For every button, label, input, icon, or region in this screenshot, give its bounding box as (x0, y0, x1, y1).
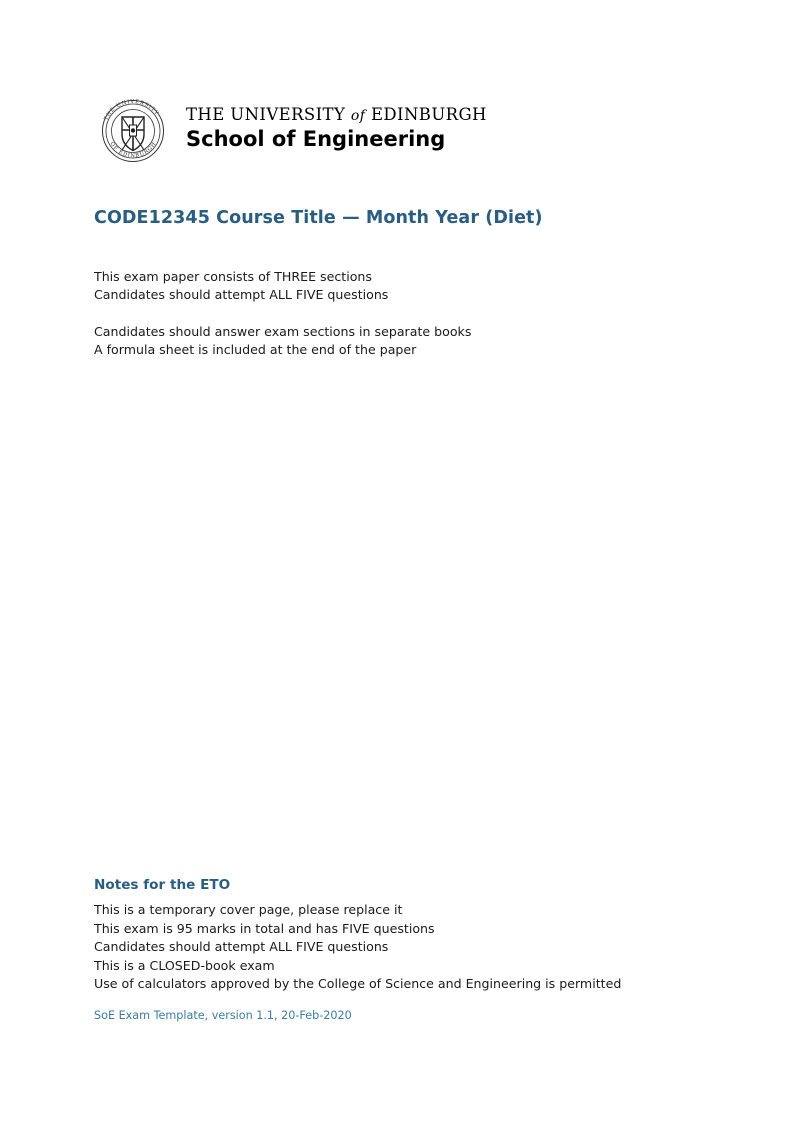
wordmark-school-line: School of Engineering (186, 127, 446, 152)
instruction-line-2: Candidates should attempt ALL FIVE questions (94, 287, 389, 302)
notes-line-2: This exam is 95 marks in total and has FIVE questions (94, 920, 435, 936)
wordmark-university-line (186, 106, 487, 124)
svg-text:THE UNIVERSITY: THE UNIVERSITY (103, 98, 160, 122)
wordmark-of: of (350, 108, 366, 124)
notes-for-eto (94, 876, 621, 1026)
wordmark-pre: THE UNIVERSITY (186, 105, 351, 124)
instruction-line-1: This exam paper consists of THREE sections (94, 269, 372, 284)
university-crest-icon (94, 92, 172, 170)
template-version-line: SoE Exam Template, version 1.1, 20-Feb-2020 (94, 1009, 352, 1023)
university-wordmark (186, 92, 487, 151)
notes-line-4: This is a CLOSED-book exam (94, 957, 275, 973)
instruction-line-3: Candidates should answer exam sections in separate books (94, 324, 472, 339)
wordmark-post: EDINBURGH (365, 105, 487, 124)
page-title: CODE12345 Course Title — Month Year (Diet) (94, 208, 543, 228)
instruction-line-4: A formula sheet is included at the end of the paper (94, 342, 417, 357)
svg-text:OF EDINBURGH: OF EDINBURGH (108, 140, 158, 160)
notes-line-1: This is a temporary cover page, please replace it (94, 902, 403, 918)
instruction-spacer (94, 304, 471, 323)
exam-instructions (94, 268, 471, 359)
university-header (94, 92, 487, 170)
notes-heading: Notes for the ETO (94, 877, 231, 893)
notes-line-3: Candidates should attempt ALL FIVE questions (94, 939, 389, 955)
notes-line-5: Use of calculators approved by the College of Science and Engineering is permitted (94, 976, 622, 992)
